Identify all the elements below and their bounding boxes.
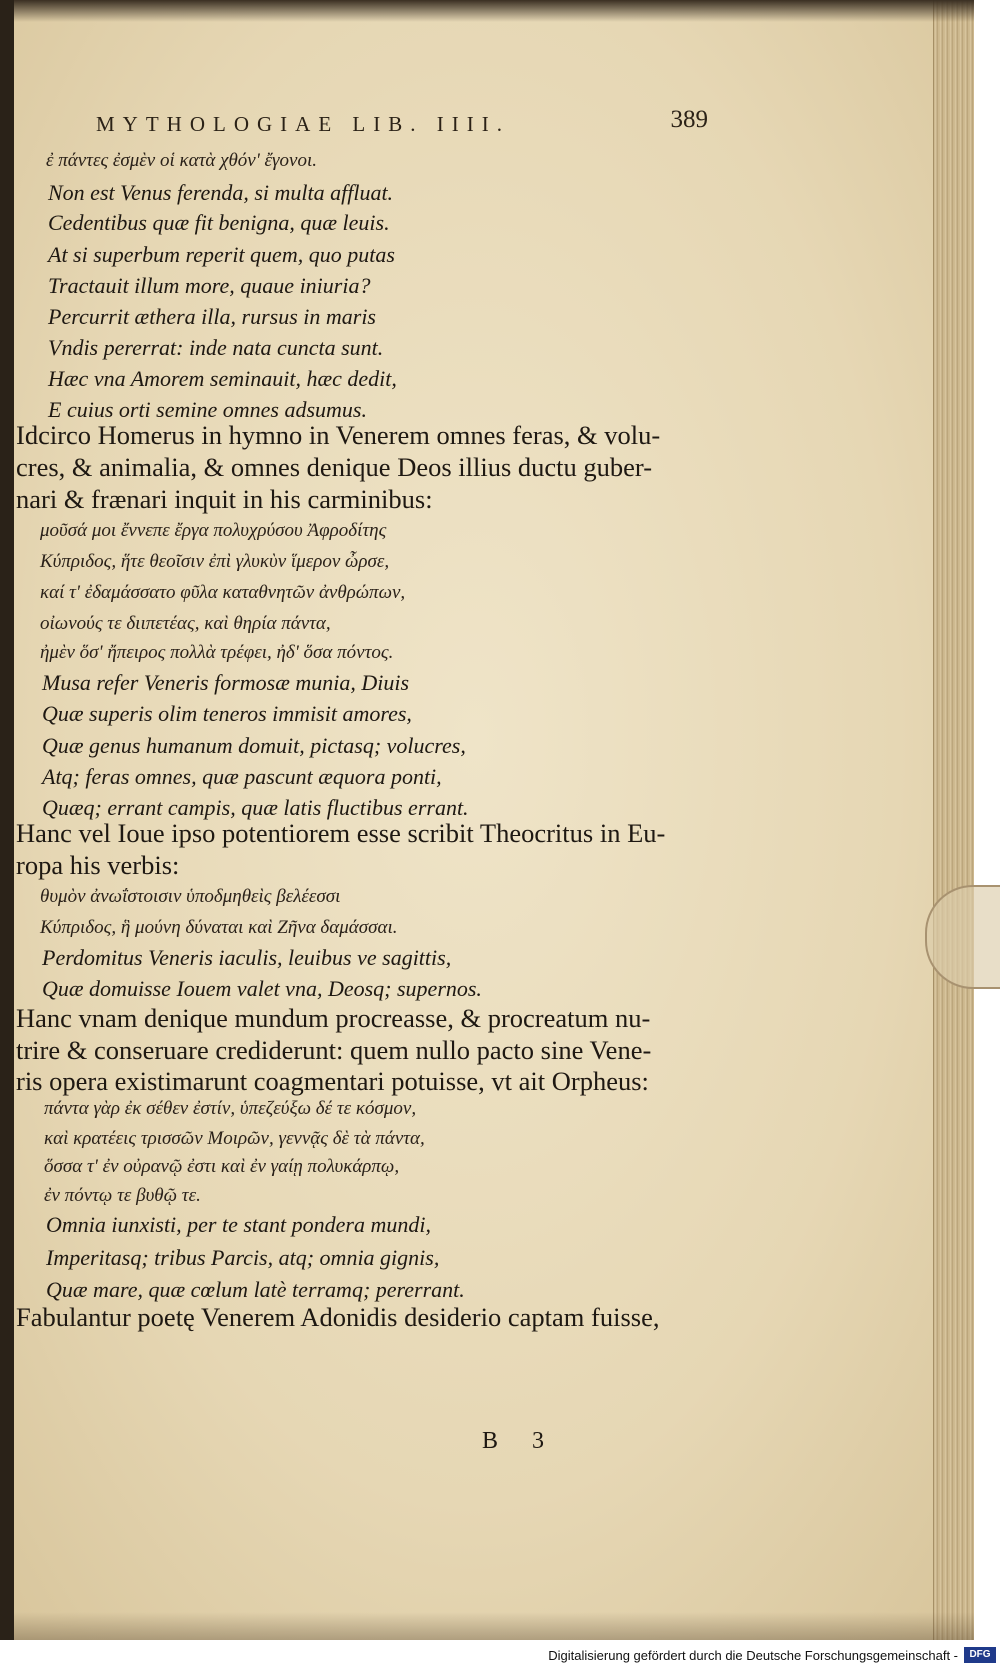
- text-line: At si superbum reperit quem, quo putas: [48, 242, 395, 267]
- text-line: Musa refer Veneris formosæ munia, Diuis: [42, 670, 410, 695]
- funding-credit: Digitalisierung gefördert durch die Deutsche Forschungsgemeinschaft -: [548, 1648, 958, 1663]
- text-line: Perdomitus Veneris iaculis, leuibus ve sagittis,: [42, 945, 452, 970]
- text-line: ris opera existimarunt coagmentari potuisse, vt ait Orpheus:: [16, 1066, 649, 1096]
- text-line: Atq; feras omnes, quæ pascunt æquora ponti,: [42, 764, 442, 789]
- text-line: Quæ genus humanum domuit, pictasq; volucres,: [42, 733, 466, 758]
- signature-mark: B 3: [482, 1428, 559, 1454]
- text-line: Hanc vel Ioue ipso potentiorem esse scribit Theocritus in Eu-: [16, 818, 666, 848]
- text-line: καί τ' ἐδαμάσσατο φῦλα καταθνητῶν ἀνθρώπων,: [40, 582, 406, 603]
- text-line: ropa his verbis:: [16, 850, 180, 880]
- text-line: Imperitasq; tribus Parcis, atq; omnia gignis,: [46, 1245, 440, 1270]
- text-line: οἰωνούς τε διιπετέας, καὶ θηρία πάντα,: [40, 613, 331, 634]
- text-line: Κύπριδος, ἥτε θεοῖσιν ἐπὶ γλυκὺν ἵμερον ὦρσε,: [40, 551, 390, 572]
- text-line: Tractauit illum more, quaue iniuria?: [48, 273, 371, 298]
- text-line: ὅσσα τ' ἐν οὐρανῷ ἐστι καὶ ἐν γαίῃ πολυκάρπῳ,: [44, 1156, 400, 1177]
- text-line: Quæ domuisse Iouem valet vna, Deosq; supernos.: [42, 976, 482, 1001]
- footer-bar: [0, 1640, 1000, 1672]
- text-line: Quæ superis olim teneros immisit amores,: [42, 701, 412, 726]
- text-line: Vndis pererrat: inde nata cuncta sunt.: [48, 335, 384, 360]
- text-line: nari & frænari inquit in his carminibus:: [16, 484, 433, 514]
- text-line: ἠμὲν ὅσ' ἤπειρος πολλὰ τρέφει, ἠδ' ὅσα πόντος.: [40, 642, 394, 663]
- text-line: μοῦσά μοι ἔννεπε ἔργα πολυχρύσου Ἀφροδίτης: [40, 520, 387, 541]
- text-line: Percurrit æthera illa, rursus in maris: [48, 304, 376, 329]
- text-line: Quæ mare, quæ cœlum latè terramq; pererrant.: [46, 1277, 465, 1302]
- text-line: ἐ πάντες ἐσμὲν οἱ κατὰ χθόν' ἔγονοι.: [46, 150, 317, 171]
- text-line: Hanc vnam denique mundum procreasse, & procreatum nu-: [16, 1003, 651, 1033]
- text-line: trire & conseruare crediderunt: quem nullo pacto sine Vene-: [16, 1035, 652, 1065]
- text-line: θυμὸν ἀνωΐστοισιν ὑποδμηθεὶς βελέεσσι: [40, 886, 341, 907]
- text-line: πάντα γὰρ ἐκ σέθεν ἐστίν, ὑπεζεύξω δέ τε κόσμον,: [44, 1098, 417, 1119]
- text-line: E cuius orti semine omnes adsumus.: [48, 397, 367, 422]
- text-line: Κύπριδος, ἣ μούνη δύναται καὶ Ζῆνα δαμάσσαι.: [40, 917, 398, 938]
- text-line: Cedentibus quæ fit benigna, quæ leuis.: [48, 210, 390, 235]
- text-line: Hæc vna Amorem seminauit, hæc dedit,: [48, 366, 397, 391]
- text-line: Omnia iunxisti, per te stant pondera mundi,: [46, 1212, 431, 1237]
- text-line: ἐν πόντῳ τε βυθῷ τε.: [44, 1185, 201, 1206]
- text-line: Fabulantur poetę Venerem Adonidis desiderio captam fuisse,: [16, 1302, 660, 1332]
- running-title: MYTHOLOGIAE LIB. IIII.: [96, 112, 510, 136]
- text-line: Non est Venus ferenda, si multa affluat.: [48, 180, 394, 205]
- page-number: 389: [670, 106, 708, 133]
- dfg-logo[interactable]: DFG: [964, 1647, 996, 1663]
- text-line: Quæq; errant campis, quæ latis fluctibus errant.: [42, 795, 469, 820]
- text-line: καὶ κρατέεις τρισσῶν Μοιρῶν, γεννᾷς δὲ τὰ πάντα,: [44, 1128, 425, 1149]
- text-line: Idcirco Homerus in hymno in Venerem omnes feras, & volu-: [16, 420, 661, 450]
- text-line: cres, & animalia, & omnes denique Deos illius ductu guber-: [16, 452, 653, 482]
